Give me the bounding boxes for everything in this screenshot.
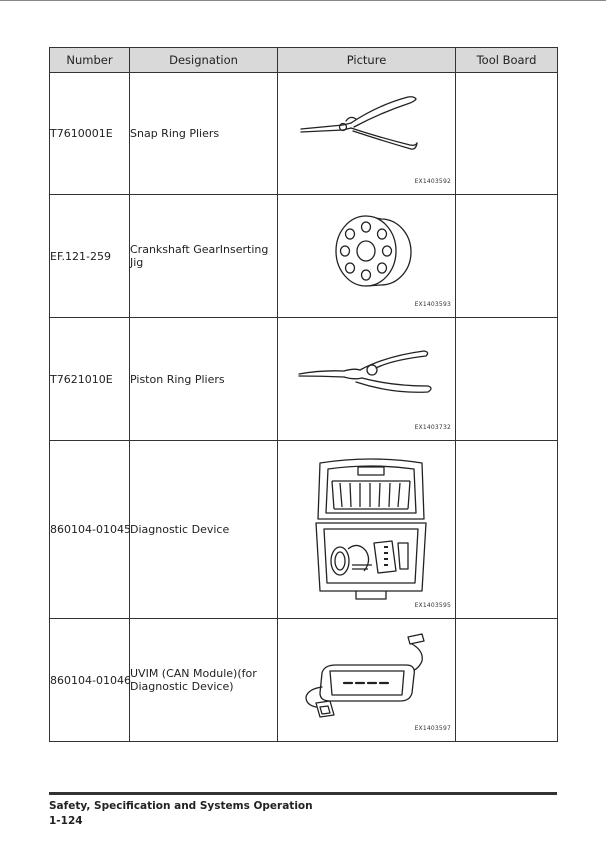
picture-cell	[278, 73, 456, 195]
footer-rule	[49, 792, 557, 795]
special-tools-table	[49, 47, 558, 742]
designation: Diagnostic Device	[130, 441, 278, 619]
part-number: EF.121-259	[50, 195, 130, 318]
table-row	[50, 73, 558, 195]
tool-board-cell	[456, 73, 558, 195]
table-row	[50, 318, 558, 441]
part-number: T7610001E	[50, 73, 130, 195]
picture-code: EX1403597	[414, 725, 451, 732]
header-designation: Designation	[130, 48, 278, 73]
designation: Crankshaft GearInserting Jig	[130, 195, 278, 318]
table-row	[50, 441, 558, 619]
table-row	[50, 619, 558, 742]
table-header-row	[50, 48, 558, 73]
footer-title: Safety, Specification and Systems Operation	[49, 800, 313, 812]
can-module-icon	[300, 631, 438, 721]
part-number: 860104-01045	[50, 441, 130, 619]
designation: Piston Ring Pliers	[130, 318, 278, 441]
inserting-jig-icon	[326, 211, 412, 291]
table-row	[50, 195, 558, 318]
part-number: 860104-01046	[50, 619, 130, 742]
designation: UVIM (CAN Module)(for Diagnostic Device)	[130, 619, 278, 742]
picture-cell	[278, 195, 456, 318]
top-rule	[0, 0, 606, 1]
picture-code: EX1403593	[414, 301, 451, 308]
header-number: Number	[50, 48, 130, 73]
header-picture: Picture	[278, 48, 456, 73]
diagnostic-case-icon	[312, 457, 430, 605]
page-number: 1-124	[49, 815, 83, 827]
picture-cell	[278, 441, 456, 619]
header-tool-board: Tool Board	[456, 48, 558, 73]
designation: Snap Ring Pliers	[130, 73, 278, 195]
part-number: T7621010E	[50, 318, 130, 441]
picture-cell	[278, 318, 456, 441]
snap-ring-pliers-icon	[298, 93, 438, 153]
piston-ring-pliers-icon	[296, 346, 436, 402]
picture-code: EX1403592	[414, 178, 451, 185]
tool-board-cell	[456, 318, 558, 441]
picture-code: EX1403595	[414, 602, 451, 609]
tool-board-cell	[456, 619, 558, 742]
picture-cell	[278, 619, 456, 742]
tool-board-cell	[456, 441, 558, 619]
tool-board-cell	[456, 195, 558, 318]
picture-code: EX1403732	[414, 424, 451, 431]
